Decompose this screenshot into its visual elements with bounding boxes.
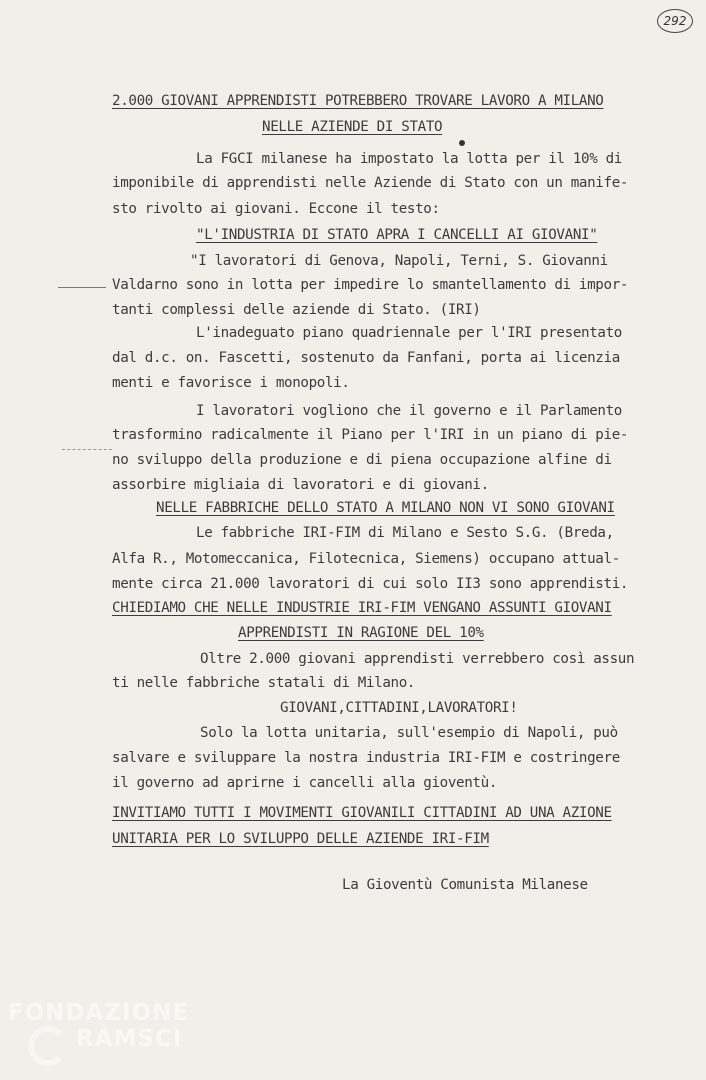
invite-line-1: INVITIAMO TUTTI I MOVIMENTI GIOVANILI CITTADINI AD UNA AZIONE: [112, 805, 612, 821]
folio-number: 292: [657, 9, 693, 33]
watermark-g-icon: [28, 1026, 68, 1066]
invite-line-2: UNITARIA PER LO SVILUPPO DELLE AZIENDE IRI-FIM: [112, 831, 489, 847]
heading-2: NELLE FABBRICHE DELLO STATO A MILANO NON VI SONO GIOVANI: [156, 500, 615, 516]
para3-line-4: assorbire migliaia di lavoratori e di giovani.: [112, 477, 489, 493]
para4-line-2: Alfa R., Motomeccanica, Filotecnica, Siemens) occupano attual-: [112, 551, 620, 567]
watermark-line-1: FONDAZIONE: [8, 1000, 190, 1026]
para6-line-3: il governo ad aprirne i cancelli alla gioventù.: [112, 775, 498, 791]
para5-line-2: ti nelle fabbriche statali di Milano.: [112, 675, 416, 691]
signature: La Gioventù Comunista Milanese: [342, 877, 588, 893]
ink-dot: [459, 140, 465, 146]
demand-line-1: CHIEDIAMO CHE NELLE INDUSTRIE IRI-FIM VENGANO ASSUNTI GIOVANI: [112, 600, 612, 616]
para2-line-2: dal d.c. on. Fascetti, sostenuto da Fanfani, porta ai licenzia: [112, 350, 620, 366]
para2-line-1: L'inadeguato piano quadriennale per l'IRI presentato: [196, 325, 622, 341]
para1-line-1: "I lavoratori di Genova, Napoli, Terni, S. Giovanni: [190, 253, 608, 269]
watermark-line-2: RAMSCI: [76, 1026, 183, 1052]
margin-mark: [62, 449, 112, 450]
intro-line-3: sto rivolto ai giovani. Eccone il testo:: [112, 201, 440, 217]
para3-line-2: trasformino radicalmente il Piano per l'IRI in un piano di pie-: [112, 427, 629, 443]
para2-line-3: menti e favorisce i monopoli.: [112, 375, 350, 391]
para3-line-1: I lavoratori vogliono che il governo e il Parlamento: [196, 403, 622, 419]
title-line-1: 2.000 GIOVANI APPRENDISTI POTREBBERO TROVARE LAVORO A MILANO: [112, 93, 604, 109]
para1-line-2: Valdarno sono in lotta per impedire lo smantellamento di impor-: [112, 277, 629, 293]
para1-line-3: tanti complessi delle aziende di Stato. (IRI): [112, 302, 481, 318]
para4-line-3: mente circa 21.000 lavoratori di cui solo II3 sono apprendisti.: [112, 576, 629, 592]
appeal: GIOVANI,CITTADINI,LAVORATORI!: [280, 700, 518, 716]
intro-line-1: La FGCI milanese ha impostato la lotta per il 10% di: [196, 151, 622, 167]
para6-line-2: salvare e sviluppare la nostra industria IRI-FIM e costringere: [112, 750, 620, 766]
demand-line-2: APPRENDISTI IN RAGIONE DEL 10%: [238, 625, 484, 641]
para4-line-1: Le fabbriche IRI-FIM di Milano e Sesto S.G. (Breda,: [196, 525, 614, 541]
watermark-logo: [8, 1000, 189, 1026]
title-line-2: NELLE AZIENDE DI STATO: [262, 119, 443, 135]
para5-line-1: Oltre 2.000 giovani apprendisti verrebbero così assun: [200, 651, 635, 667]
para6-line-1: Solo la lotta unitaria, sull'esempio di Napoli, può: [200, 725, 618, 741]
intro-line-2: imponibile di apprendisti nelle Aziende di Stato con un manife-: [112, 175, 629, 191]
para3-line-3: no sviluppo della produzione e di piena occupazione alfine di: [112, 452, 612, 468]
manifesto-heading: "L'INDUSTRIA DI STATO APRA I CANCELLI AI GIOVANI": [196, 227, 598, 243]
margin-mark: [58, 287, 106, 288]
